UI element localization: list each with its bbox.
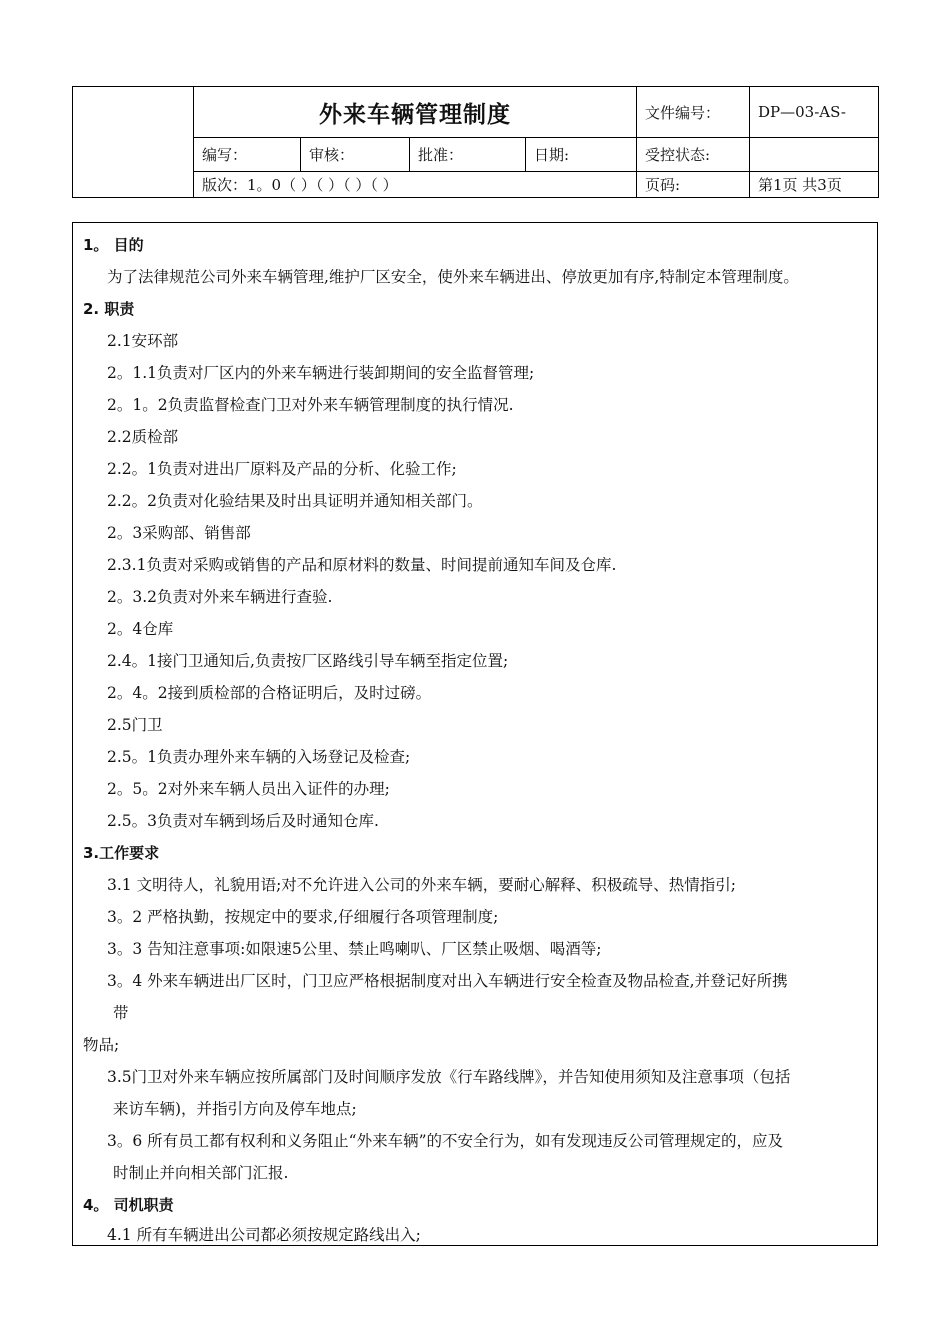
item-2-2: 2.2质检部 <box>107 428 179 446</box>
author-label: 编写： <box>194 138 301 172</box>
item-2-4-2: 2。4。2接到质检部的合格证明后，及时过磅。 <box>107 684 432 702</box>
item-4-1: 4.1 所有车辆进出公司都必须按规定路线出入; <box>107 1226 421 1244</box>
page-label: 页码: <box>637 172 750 198</box>
item-3-4-line2: 带 <box>113 1004 129 1022</box>
item-3-1: 3.1 文明待人，礼貌用语;对不允许进入公司的外来车辆，要耐心解释、积极疏导、热情指引; <box>107 876 737 894</box>
item-2-4-1: 2.4。1接门卫通知后,负责按厂区路线引导车辆至指定位置; <box>107 652 509 670</box>
date-label: 日期: <box>526 138 637 172</box>
item-2-3-2: 2。3.2负责对外来车辆进行查验. <box>107 588 333 606</box>
section-2-heading: 2. 职责 <box>83 300 135 318</box>
section-1-paragraph: 为了法律规范公司外来车辆管理,维护厂区安全，使外来车辆进出、停放更加有序,特制定本管理制度。 <box>107 268 799 286</box>
item-2-2-2: 2.2。2负责对化验结果及时出具证明并通知相关部门。 <box>107 492 483 510</box>
document-header-table <box>72 86 879 198</box>
doc-number-value: DP—03-AS- <box>750 87 879 138</box>
control-status-label: 受控状态: <box>637 138 750 172</box>
item-2-5-1: 2.5。1负责办理外来车辆的入场登记及检查; <box>107 748 411 766</box>
document-title: 外来车辆管理制度 <box>194 87 637 138</box>
item-3-5-line2: 来访车辆)，并指引方向及停车地点; <box>113 1100 357 1118</box>
section-1-heading: 1。 目的 <box>83 236 144 254</box>
item-2-1-2: 2。1。2负责监督检查门卫对外来车辆管理制度的执行情况. <box>107 396 514 414</box>
item-2-3-1: 2.3.1负责对采购或销售的产品和原材料的数量、时间提前通知车间及仓库. <box>107 556 617 574</box>
reviewer-label: 审核： <box>301 138 410 172</box>
item-3-4-line1: 3。4 外来车辆进出厂区时，门卫应严格根据制度对出入车辆进行安全检查及物品检查,并登记好所携 <box>107 972 788 990</box>
document-body <box>72 222 878 1246</box>
section-4-heading: 4。 司机职责 <box>83 1196 174 1214</box>
item-2-5-3: 2.5。3负责对车辆到场后及时通知仓库. <box>107 812 379 830</box>
section-3-heading: 3.工作要求 <box>83 844 160 862</box>
version-label: 版次：1。0（ ）（ ）（ ）（ ） <box>194 172 637 198</box>
item-3-6-line1: 3。6 所有员工都有权利和义务阻止“外来车辆”的不安全行为，如有发现违反公司管理规定的，应及 <box>107 1132 784 1150</box>
item-3-4-line3: 物品; <box>83 1036 120 1054</box>
item-2-2-1: 2.2。1负责对进出厂原料及产品的分析、化验工作; <box>107 460 457 478</box>
item-3-3: 3。3 告知注意事项:如限速5公里、禁止鸣喇叭、厂区禁止吸烟、喝酒等; <box>107 940 602 958</box>
doc-number-label: 文件编号： <box>637 87 750 138</box>
page-value: 第1页 共3页 <box>750 172 879 198</box>
item-2-5: 2.5门卫 <box>107 716 163 734</box>
item-3-5-line1: 3.5门卫对外来车辆应按所属部门及时间顺序发放《行车路线牌》，并告知使用须知及注意事项（包括 <box>107 1068 791 1086</box>
approver-label: 批准： <box>410 138 526 172</box>
item-2-5-2: 2。5。2对外来车辆人员出入证件的办理; <box>107 780 390 798</box>
item-2-4: 2。4仓库 <box>107 620 174 638</box>
logo-cell <box>73 87 194 198</box>
control-status-value <box>750 138 879 172</box>
item-2-3: 2。3采购部、销售部 <box>107 524 251 542</box>
item-3-6-line2: 时制止并向相关部门汇报. <box>113 1164 289 1182</box>
item-3-2: 3。2 严格执勤，按规定中的要求,仔细履行各项管理制度; <box>107 908 499 926</box>
item-2-1: 2.1安环部 <box>107 332 179 350</box>
item-2-1-1: 2。1.1负责对厂区内的外来车辆进行装卸期间的安全监督管理; <box>107 364 535 382</box>
